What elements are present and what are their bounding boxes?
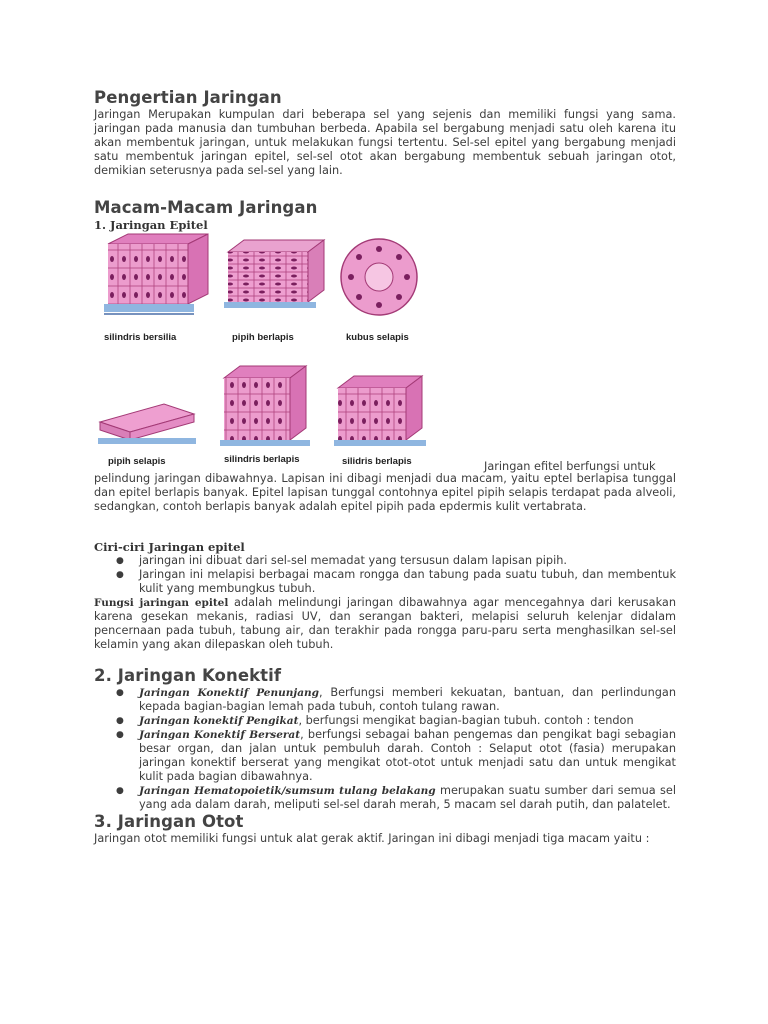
otot-paragraph: Jaringan otot memiliki fungsi untuk alat gerak aktif. Jaringan ini dibagi menjadi tiga macam yaitu : — [94, 832, 650, 845]
silindris-berlapis-drawing — [220, 366, 310, 446]
silidris-berlapis-drawing — [334, 376, 426, 446]
silindris-bersilia-drawing — [104, 234, 208, 314]
bullet-icon: ● — [116, 716, 124, 726]
caption-silindris-berlapis: silindris berlapis — [224, 454, 300, 465]
bullet-icon: ● — [116, 688, 124, 698]
epitel-text-inline: Jaringan efitel berfungsi untuk — [484, 460, 656, 473]
ciri-title: Ciri-ciri Jaringan epitel — [94, 540, 245, 554]
fungsi-label: Fungsi jaringan epitel — [94, 597, 229, 609]
ciri-list — [94, 554, 676, 596]
list-item: ● Jaringan ini melapisi berbagai macam rongga dan tabung pada suatu tubuh, dan membentuk kulit yang membungkus tubuh. — [116, 568, 676, 595]
list-item: ● jaringan ini dibuat dari sel-sel memadat yang tersusun dalam lapisan pipih. — [116, 554, 567, 567]
list-item: ● Jaringan Konektif Penunjang, Berfungsi memberi kekuatan, bantuan, dan perlindungan kepada bagian-bagian lemah pada tubuh, contoh tulang rawan. — [116, 686, 676, 713]
epitel-figure — [94, 232, 656, 473]
epitel-paragraph: pelindung jaringan dibawahnya. Lapisan ini dibagi menjadi dua macam, yaitu eptel berlapisa tunggal dan epitel berlapis banyak. Epitel lapisan tunggal contohnya epitel pipih selapis terdapat pada alveoli, sedangkan, contoh berlapis banyak adalah epitel pipih pada epdermis kulit vertabrata. — [94, 472, 676, 513]
document-page — [94, 88, 676, 846]
caption-pipih-berlapis: pipih berlapis — [232, 332, 294, 343]
list-item: ● Jaringan konektif Pengikat, berfungsi mengikat bagian-bagian tubuh. contoh : tendon — [116, 714, 634, 727]
list-item: ● Jaringan Konektif Berserat, berfungsi sebagai bahan pengemas dan pengikat bagi sebagian besar organ, dan jalan untuk pembuluh darah. Contoh : Selaput otot (fasia) merupakan jaringan konektif berserat yang mengikat otot-otot untuk menjadi satu dan untuk mengikat kulit pada bagian dibawahnya. — [116, 728, 676, 783]
konektif-list — [94, 686, 676, 812]
bullet-icon: ● — [116, 730, 124, 740]
section-title-otot: 3. Jaringan Otot — [94, 812, 244, 831]
pipih-selapis-drawing — [98, 404, 196, 444]
pengertian-paragraph: Jaringan Merupakan kumpulan dari beberapa sel yang sejenis dan memiliki fungsi yang sama. jaringan pada manusia dan tumbuhan berbeda. Apabila sel bergabung menjadi satu oleh karena itu akan membentuk jaringan, untuk melakukan fungsi tertentu. Sel-sel epitel yang bergabung menjadi satu membentuk jaringan epitel, sel-sel otot akan bergabung membentuk sebuah jaringan otot, demikian seterusnya pada sel-sel yang lain. — [94, 108, 676, 177]
caption-kubus-selapis: kubus selapis — [346, 332, 409, 343]
bullet-icon: ● — [116, 556, 124, 566]
bullet-icon: ● — [116, 786, 124, 796]
list-item: ● Jaringan Hematopoietik/sumsum tulang belakang merupakan suatu sumber dari semua sel yang ada dalam darah, meliputi sel-sel darah merah, 5 macam sel darah putih, dan palatelet. — [116, 784, 676, 811]
epitel-illustration — [94, 232, 482, 472]
kubus-selapis-drawing — [341, 239, 417, 315]
section-title-konektif: 2. Jaringan Konektif — [94, 666, 282, 685]
fungsi-paragraph: Fungsi jaringan epitel adalah melindungi jaringan dibawahnya agar mencegahnya dari kerusakan karena gesekan mekanis, radiasi UV, dan serangan bakteri, melapisi seluruh kelenjar didalam pencernaan pada tubuh, tabung air, dan terakhir pada rongga paru-paru serta menghasilkan sel-sel kelamin yang akan dilepaskan oleh tubuh. — [94, 596, 676, 651]
caption-silindris-bersilia: silindris bersilia — [104, 332, 177, 343]
bullet-icon: ● — [116, 570, 124, 580]
caption-silidris-berlapis: silidris berlapis — [342, 456, 412, 467]
section-title-pengertian: Pengertian Jaringan — [94, 88, 282, 107]
subheading-epitel: 1. Jaringan Epitel — [94, 218, 208, 232]
caption-pipih-selapis: pipih selapis — [108, 456, 166, 467]
section-title-macam: Macam-Macam Jaringan — [94, 198, 318, 217]
pipih-berlapis-drawing — [224, 240, 324, 308]
